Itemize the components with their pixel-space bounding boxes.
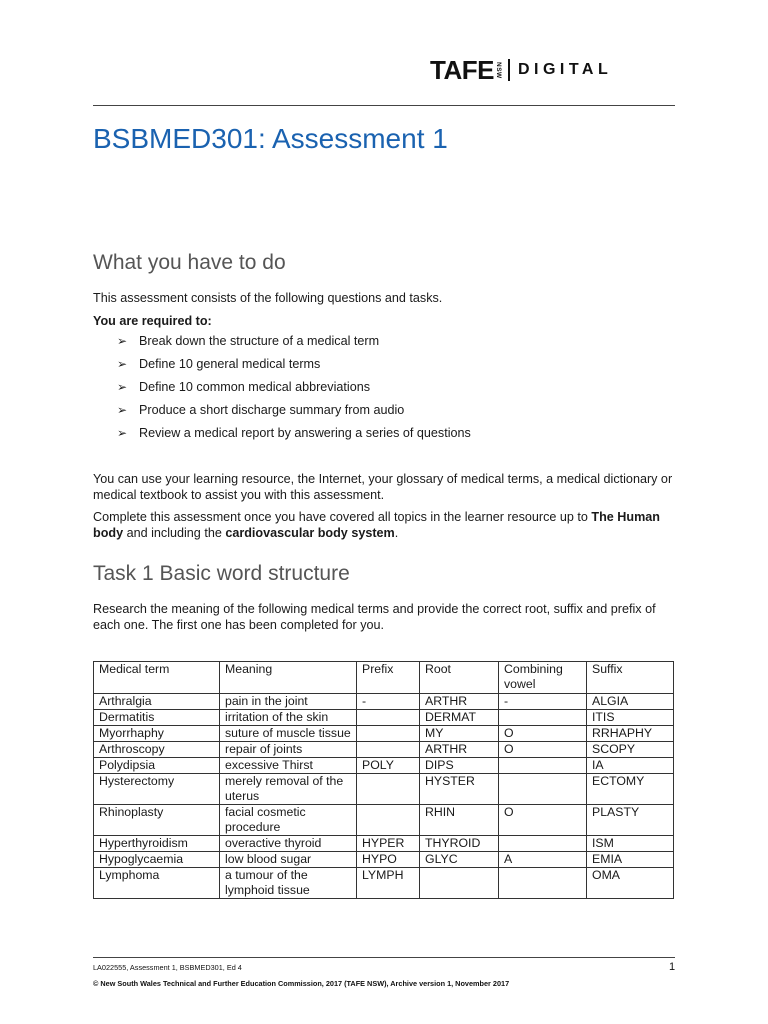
table-cell: Polydipsia — [94, 758, 220, 774]
completion-system: cardiovascular body system — [225, 526, 395, 540]
arrow-bullet-icon: ➢ — [117, 334, 128, 348]
completion-text-start: Complete this assessment once you have covered all topics in the learner resource up to — [93, 510, 592, 524]
table-row — [94, 710, 674, 726]
completion-paragraph — [93, 509, 678, 541]
table-cell: THYROID — [420, 836, 499, 852]
column-header: Suffix — [587, 662, 674, 694]
table-cell: a tumour of the lymphoid tissue — [220, 868, 357, 899]
table-cell: pain in the joint — [220, 694, 357, 710]
footer-rule — [93, 957, 675, 958]
table-row — [94, 836, 674, 852]
table-cell: O — [499, 726, 587, 742]
table-cell: Hyperthyroidism — [94, 836, 220, 852]
logo-sub: NSW — [494, 61, 502, 79]
section-heading-what-to-do: What you have to do — [93, 251, 286, 274]
task1-heading: Task 1 Basic word structure — [93, 562, 350, 585]
header-rule — [93, 105, 675, 106]
table-cell: merely removal of the uterus — [220, 774, 357, 805]
arrow-bullet-icon: ➢ — [117, 426, 128, 440]
medical-terms-table — [93, 661, 674, 899]
table-cell: Rhinoplasty — [94, 805, 220, 836]
arrow-bullet-icon: ➢ — [117, 357, 128, 371]
table-cell: repair of joints — [220, 742, 357, 758]
table-cell: overactive thyroid — [220, 836, 357, 852]
required-label: You are required to: — [93, 314, 212, 328]
table-cell: EMIA — [587, 852, 674, 868]
table-cell: - — [499, 694, 587, 710]
section-intro: This assessment consists of the following questions and tasks. — [93, 291, 443, 305]
table-cell — [499, 758, 587, 774]
table-cell: MY — [420, 726, 499, 742]
task1-intro: Research the meaning of the following medical terms and provide the correct root, suffix and prefix of each one. The first one has been completed for you. — [93, 602, 656, 632]
table-cell: O — [499, 742, 587, 758]
table-cell: Hypoglycaemia — [94, 852, 220, 868]
requirement-text: Define 10 general medical terms — [139, 357, 321, 371]
table-row — [94, 774, 674, 805]
requirement-item — [117, 379, 471, 402]
table-cell — [499, 836, 587, 852]
arrow-bullet-icon: ➢ — [117, 403, 128, 417]
table-cell: facial cosmetic procedure — [220, 805, 357, 836]
column-header: Combining vowel — [499, 662, 587, 694]
table-cell: Arthroscopy — [94, 742, 220, 758]
requirement-item — [117, 356, 471, 379]
table-cell: ITIS — [587, 710, 674, 726]
table-cell: OMA — [587, 868, 674, 899]
requirement-item — [117, 333, 471, 356]
table-cell — [420, 868, 499, 899]
table-cell: Hysterectomy — [94, 774, 220, 805]
table-cell — [499, 774, 587, 805]
requirement-text: Review a medical report by answering a series of questions — [139, 426, 471, 440]
column-header: Medical term — [94, 662, 220, 694]
table-cell: Myorrhaphy — [94, 726, 220, 742]
table-row — [94, 726, 674, 742]
table-row — [94, 868, 674, 899]
table-cell: Arthralgia — [94, 694, 220, 710]
column-header: Prefix — [357, 662, 420, 694]
table-cell: SCOPY — [587, 742, 674, 758]
table-cell — [499, 868, 587, 899]
table-cell: RHIN — [420, 805, 499, 836]
column-header: Root — [420, 662, 499, 694]
completion-text-end: . — [394, 526, 399, 540]
completion-text-mid: and including the — [123, 526, 226, 540]
table-cell: ECTOMY — [587, 774, 674, 805]
requirement-item — [117, 402, 471, 425]
table-cell: ISM — [587, 836, 674, 852]
table-cell — [357, 710, 420, 726]
table-cell: HYPER — [357, 836, 420, 852]
table-cell: HYSTER — [420, 774, 499, 805]
table-cell: irritation of the skin — [220, 710, 357, 726]
table-cell: Lymphoma — [94, 868, 220, 899]
completion-topic: The Human body — [93, 510, 660, 540]
page-title: BSBMED301: Assessment 1 — [93, 123, 448, 154]
table-header-row — [94, 662, 674, 694]
table-row — [94, 758, 674, 774]
footer-document-id: LA022555, Assessment 1, BSBMED301, Ed 4 — [93, 963, 242, 972]
table-cell: ARTHR — [420, 742, 499, 758]
resources-paragraph: You can use your learning resource, the Internet, your glossary of medical terms, a medical dictionary or medical textbook to assist you with this assessment. — [93, 472, 673, 502]
table-cell: IA — [587, 758, 674, 774]
table-cell: A — [499, 852, 587, 868]
requirement-text: Produce a short discharge summary from audio — [139, 403, 405, 417]
table-cell: O — [499, 805, 587, 836]
logo-division: DIGITAL — [517, 61, 613, 78]
requirement-item — [117, 425, 471, 448]
table-cell: DERMAT — [420, 710, 499, 726]
table-cell: LYMPH — [357, 868, 420, 899]
table-row — [94, 805, 674, 836]
table-cell — [357, 726, 420, 742]
table-cell: RRHAPHY — [587, 726, 674, 742]
page-number: 1 — [669, 961, 676, 973]
table-cell: HYPO — [357, 852, 420, 868]
arrow-bullet-icon: ➢ — [117, 380, 128, 394]
table-row — [94, 742, 674, 758]
footer-copyright: © New South Wales Technical and Further Education Commission, 2017 (TAFE NSW), Archive version 1, November 2017 — [93, 979, 510, 988]
table-cell: GLYC — [420, 852, 499, 868]
table-row — [94, 694, 674, 710]
table-row — [94, 852, 674, 868]
logo-brand: TAFE — [430, 55, 494, 85]
table-cell: Dermatitis — [94, 710, 220, 726]
table-cell: POLY — [357, 758, 420, 774]
table-cell — [357, 742, 420, 758]
table-cell: low blood sugar — [220, 852, 357, 868]
table-cell — [499, 710, 587, 726]
requirement-text: Define 10 common medical abbreviations — [139, 380, 371, 394]
table-cell: PLASTY — [587, 805, 674, 836]
table-cell: ARTHR — [420, 694, 499, 710]
table-cell — [357, 805, 420, 836]
table-cell — [357, 774, 420, 805]
table-cell: DIPS — [420, 758, 499, 774]
requirements-list — [117, 333, 471, 448]
tafe-digital-logo — [430, 56, 612, 84]
table-cell: - — [357, 694, 420, 710]
logo-divider — [508, 59, 510, 81]
table-cell: suture of muscle tissue — [220, 726, 357, 742]
table-cell: excessive Thirst — [220, 758, 357, 774]
table-cell: ALGIA — [587, 694, 674, 710]
column-header: Meaning — [220, 662, 357, 694]
requirement-text: Break down the structure of a medical term — [139, 334, 380, 348]
